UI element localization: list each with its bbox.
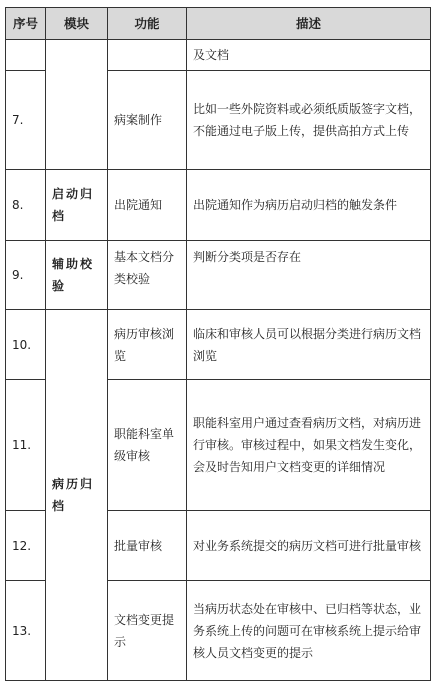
table-row — [6, 241, 431, 310]
row-module: 辅助校验 — [46, 241, 108, 310]
row-function: 职能科室单级审核 — [108, 380, 187, 511]
row-module: 启动归档 — [46, 170, 108, 241]
table-row — [6, 170, 431, 241]
row-description: 职能科室用户通过查看病历文档，对病历进行审核。审核过程中，如果文档发生变化，会及时告知用户文档变更的详细情况 — [187, 380, 431, 511]
header-module: 模块 — [46, 8, 108, 40]
row-module: 病历归档 — [46, 310, 108, 681]
row-description: 当病历状态处在审核中、已归档等状态，业务系统上传的问题可在审核系统上提示给审核人员文档变更的提示 — [187, 581, 431, 681]
row-seq: 9. — [6, 241, 46, 310]
header-description: 描述 — [187, 8, 431, 40]
row-function: 病案制作 — [108, 71, 187, 170]
table-row — [6, 310, 431, 380]
row-function: 批量审核 — [108, 511, 187, 581]
row-description: 及文档 — [187, 40, 431, 71]
function-spec-table — [5, 7, 431, 681]
row-description: 比如一些外院资料或必须纸质版签字文档，不能通过电子版上传，提供高拍方式上传 — [187, 71, 431, 170]
row-function: 基本文档分类校验 — [108, 241, 187, 310]
row-function: 文档变更提示 — [108, 581, 187, 681]
header-seq: 序号 — [6, 8, 46, 40]
row-seq: 13. — [6, 581, 46, 681]
row-seq: 7. — [6, 71, 46, 170]
row-seq: 8. — [6, 170, 46, 241]
row-seq: 12. — [6, 511, 46, 581]
table-row — [6, 40, 431, 71]
header-function: 功能 — [108, 8, 187, 40]
row-function: 病历审核浏览 — [108, 310, 187, 380]
row-module — [46, 40, 108, 170]
row-seq — [6, 40, 46, 71]
row-function — [108, 40, 187, 71]
row-seq: 10. — [6, 310, 46, 380]
row-seq: 11. — [6, 380, 46, 511]
row-description: 出院通知作为病历启动归档的触发条件 — [187, 170, 431, 241]
row-description: 对业务系统提交的病历文档可进行批量审核 — [187, 511, 431, 581]
row-function: 出院通知 — [108, 170, 187, 241]
row-description: 临床和审核人员可以根据分类进行病历文档浏览 — [187, 310, 431, 380]
table-header-row — [6, 8, 431, 40]
row-description: 判断分类项是否存在 — [187, 241, 431, 310]
